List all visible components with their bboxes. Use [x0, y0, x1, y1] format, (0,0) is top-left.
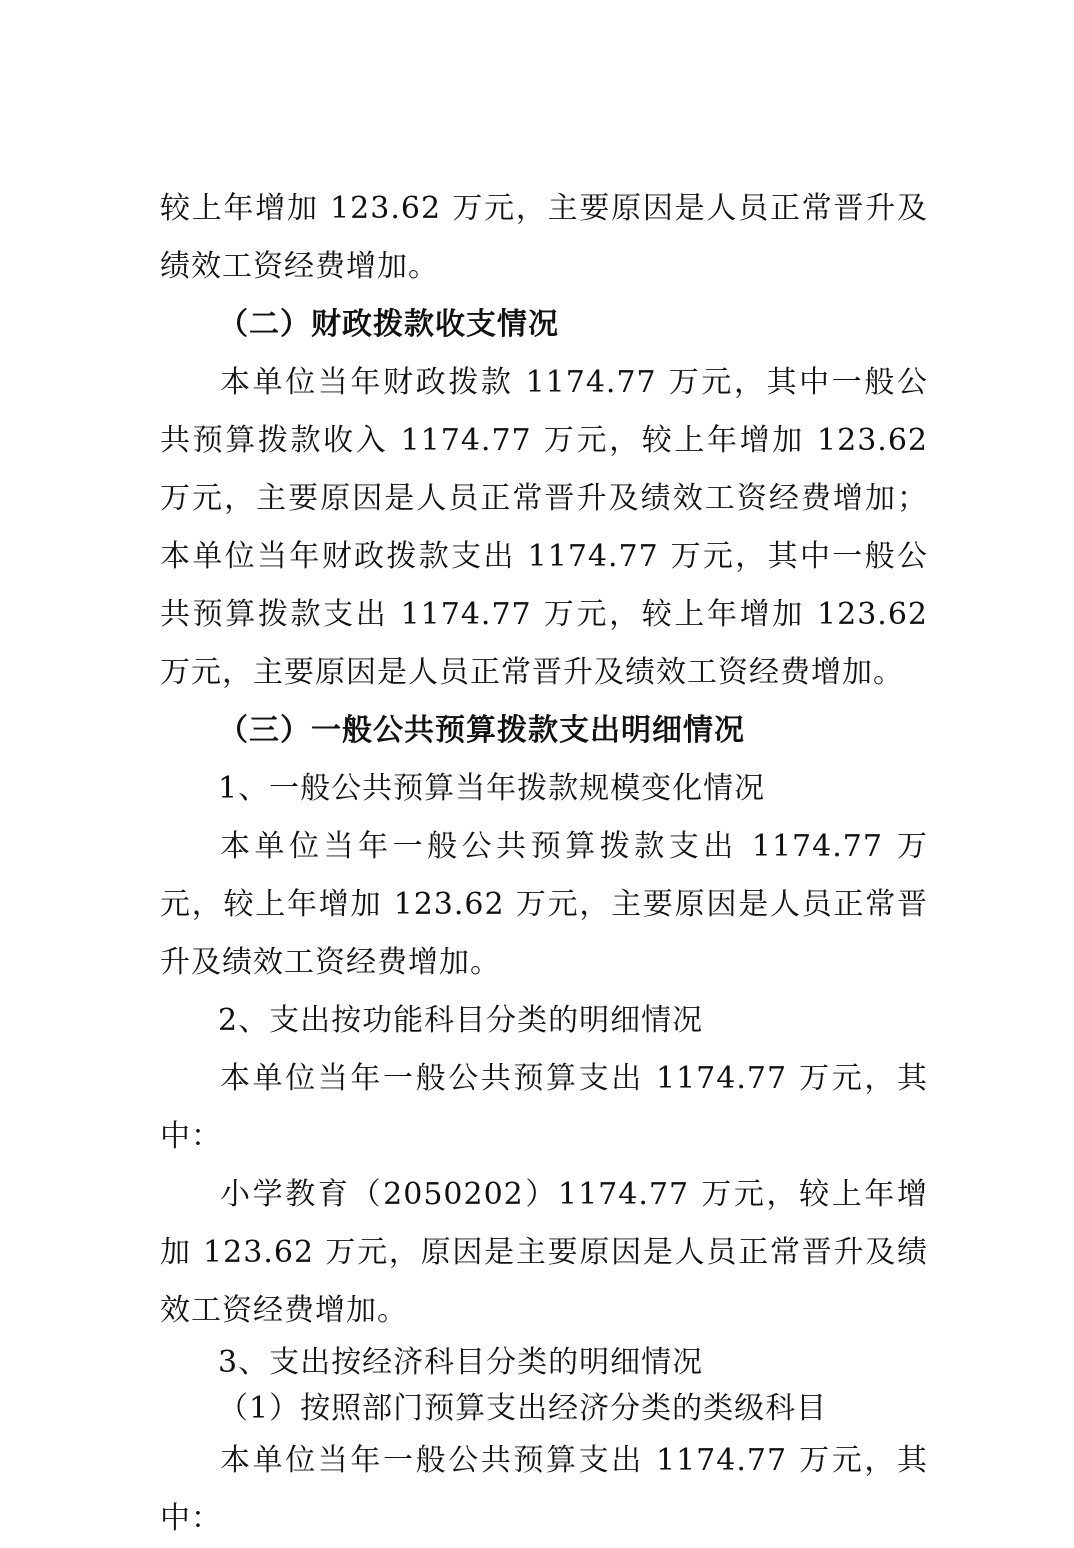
- section-heading-general-budget-detail: （三）一般公共预算拨款支出明细情况: [218, 713, 745, 748]
- subheading-economic-classification: 3、支出按经济科目分类的明细情况: [218, 1345, 704, 1380]
- paragraph-fiscal-appropriation: 本单位当年财政拨款 1174.77 万元，其中一般公共预算拨款收入 1174.77 万元，较上年增加 123.62 万元，主要原因是人员正常晋升及绩效工资经费增加；本单位当年财政拨款支出 1174.77 万元，其中一般公共预算拨款支出 1174.77 万元，较上年增加 123.62 万元，主要原因是人员正常晋升及绩效工资经费增加。: [160, 365, 928, 690]
- paragraph-scale-change: 本单位当年一般公共预算拨款支出 1174.77 万元，较上年增加 123.62 万元，主要原因是人员正常晋升及绩效工资经费增加。: [160, 829, 928, 980]
- subheading-category-level: （1）按照部门预算支出经济分类的类级科目: [218, 1391, 828, 1426]
- subheading-functional-classification: 2、支出按功能科目分类的明细情况: [218, 1003, 704, 1038]
- paragraph-functional-total: 本单位当年一般公共预算支出 1174.77 万元，其中：: [160, 1061, 928, 1154]
- section-heading-fiscal-appropriation: （二）财政拨款收支情况: [218, 307, 559, 342]
- paragraph-continuation: 较上年增加 123.62 万元，主要原因是人员正常晋升及绩效工资经费增加。: [160, 191, 928, 284]
- subheading-scale-change: 1、一般公共预算当年拨款规模变化情况: [218, 771, 766, 806]
- document-body: [160, 180, 928, 1548]
- paragraph-primary-education: 小学教育（2050202）1174.77 万元，较上年增加 123.62 万元，原因是主要原因是人员正常晋升及绩效工资经费增加。: [160, 1177, 928, 1328]
- paragraph-economic-total: 本单位当年一般公共预算支出 1174.77 万元，其中：: [160, 1443, 928, 1536]
